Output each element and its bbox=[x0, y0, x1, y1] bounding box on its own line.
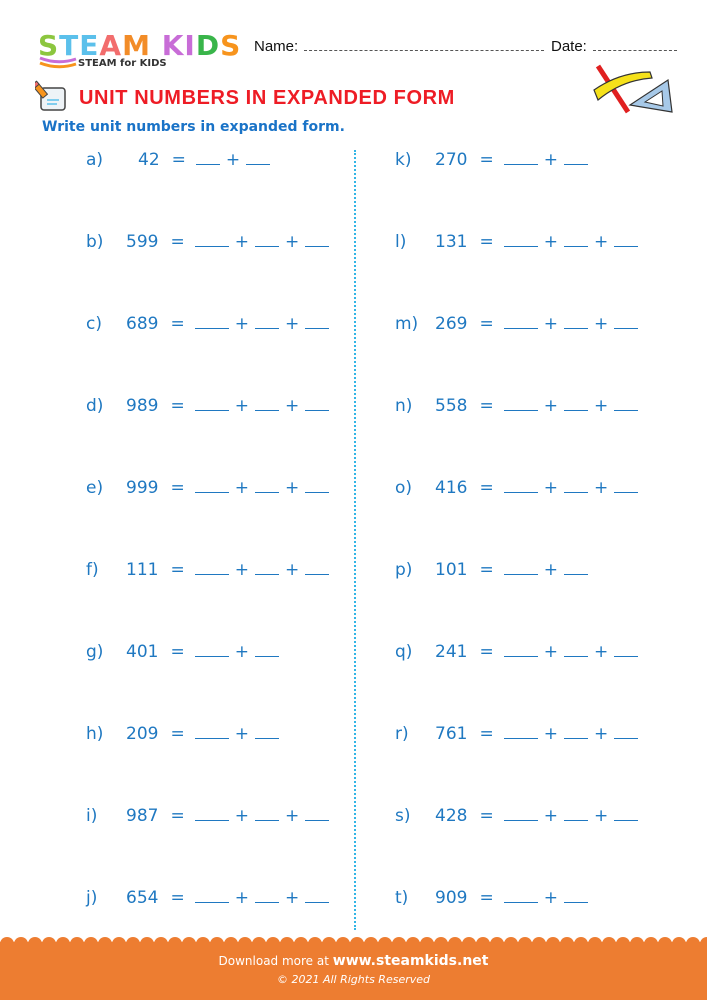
plus-sign: + bbox=[234, 806, 249, 826]
plus-sign: + bbox=[543, 560, 558, 580]
problem-label: r) bbox=[395, 724, 409, 744]
problem-number: 270 bbox=[435, 150, 468, 170]
logo-letter: S bbox=[38, 29, 60, 62]
problem-label: e) bbox=[86, 478, 104, 498]
plus-sign: + bbox=[543, 232, 558, 252]
problem-label: n) bbox=[395, 396, 413, 416]
name-field[interactable] bbox=[254, 38, 544, 55]
answer-blank[interactable] bbox=[196, 150, 220, 165]
plus-sign: + bbox=[543, 806, 558, 826]
problem-label: p) bbox=[395, 560, 413, 580]
problem-number: 987 bbox=[126, 806, 159, 826]
footer-download bbox=[0, 953, 707, 969]
problem-row bbox=[86, 478, 335, 498]
answer-blank[interactable] bbox=[255, 314, 279, 329]
problem-label: s) bbox=[395, 806, 411, 826]
ruler-triangle-pencil-icon bbox=[590, 60, 675, 120]
answer-blank[interactable] bbox=[614, 642, 638, 657]
equals-sign: = bbox=[170, 232, 185, 252]
logo-letter: I bbox=[184, 29, 196, 62]
plus-sign: + bbox=[234, 888, 249, 908]
problem-number: 42 bbox=[138, 150, 160, 170]
equals-sign: = bbox=[479, 232, 494, 252]
problem-number: 558 bbox=[435, 396, 468, 416]
steam-kids-logo bbox=[38, 29, 242, 69]
plus-sign: + bbox=[543, 478, 558, 498]
problem-row bbox=[395, 560, 594, 580]
logo-letter: A bbox=[99, 29, 123, 62]
logo-letter: E bbox=[79, 29, 100, 62]
logo-letter: S bbox=[220, 29, 242, 62]
problem-row bbox=[86, 724, 285, 744]
problem-label: a) bbox=[86, 150, 104, 170]
answer-blank[interactable] bbox=[255, 396, 279, 411]
equals-sign: = bbox=[479, 314, 494, 334]
answer-blank[interactable] bbox=[504, 642, 538, 657]
problem-row bbox=[86, 150, 276, 170]
problem-label: g) bbox=[86, 642, 104, 662]
plus-sign: + bbox=[593, 724, 609, 744]
plus-sign: + bbox=[593, 806, 609, 826]
equals-sign: = bbox=[170, 724, 185, 744]
answer-blank[interactable] bbox=[305, 478, 329, 493]
problem-row bbox=[395, 396, 644, 416]
problem-label: h) bbox=[86, 724, 104, 744]
plus-sign: + bbox=[543, 396, 558, 416]
answer-blank[interactable] bbox=[614, 724, 638, 739]
plus-sign: + bbox=[543, 888, 558, 908]
answer-blank[interactable] bbox=[195, 314, 229, 329]
plus-sign: + bbox=[543, 642, 558, 662]
answer-blank[interactable] bbox=[195, 806, 229, 821]
plus-sign: + bbox=[234, 642, 249, 662]
answer-blank[interactable] bbox=[305, 560, 329, 575]
answer-blank[interactable] bbox=[255, 724, 279, 739]
problem-number: 131 bbox=[435, 232, 468, 252]
equals-sign: = bbox=[479, 150, 494, 170]
plus-sign: + bbox=[234, 314, 249, 334]
problem-row bbox=[395, 232, 644, 252]
problem-row bbox=[86, 642, 285, 662]
problem-number: 209 bbox=[126, 724, 159, 744]
answer-blank[interactable] bbox=[504, 724, 538, 739]
problem-number: 269 bbox=[435, 314, 468, 334]
answer-blank[interactable] bbox=[564, 888, 588, 903]
problem-row bbox=[86, 560, 335, 580]
plus-sign: + bbox=[284, 806, 300, 826]
logo-letter: T bbox=[59, 29, 80, 62]
problem-label: c) bbox=[86, 314, 102, 334]
problem-number: 989 bbox=[126, 396, 159, 416]
answer-blank[interactable] bbox=[305, 314, 329, 329]
answer-blank[interactable] bbox=[305, 888, 329, 903]
problem-number: 401 bbox=[126, 642, 159, 662]
plus-sign: + bbox=[593, 314, 609, 334]
plus-sign: + bbox=[284, 314, 300, 334]
name-label: Name: bbox=[254, 38, 299, 55]
plus-sign: + bbox=[225, 150, 241, 170]
equals-sign: = bbox=[479, 478, 494, 498]
problem-row bbox=[395, 642, 644, 662]
answer-blank[interactable] bbox=[255, 888, 279, 903]
date-label: Date: bbox=[551, 38, 587, 55]
problem-label: d) bbox=[86, 396, 104, 416]
answer-blank[interactable] bbox=[564, 478, 588, 493]
equals-sign: = bbox=[171, 150, 186, 170]
plus-sign: + bbox=[284, 396, 300, 416]
equals-sign: = bbox=[479, 642, 494, 662]
answer-blank[interactable] bbox=[305, 232, 329, 247]
answer-blank[interactable] bbox=[504, 396, 538, 411]
logo-letter: D bbox=[195, 29, 221, 62]
answer-blank[interactable] bbox=[195, 396, 229, 411]
problem-number: 689 bbox=[126, 314, 159, 334]
answer-blank[interactable] bbox=[504, 314, 538, 329]
equals-sign: = bbox=[479, 806, 494, 826]
answer-blank[interactable] bbox=[504, 478, 538, 493]
problem-row bbox=[395, 888, 594, 908]
problem-label: j) bbox=[86, 888, 98, 908]
problem-number: 111 bbox=[126, 560, 159, 580]
equals-sign: = bbox=[479, 724, 494, 744]
answer-blank[interactable] bbox=[564, 396, 588, 411]
plus-sign: + bbox=[593, 232, 609, 252]
answer-blank[interactable] bbox=[504, 560, 538, 575]
problem-number: 909 bbox=[435, 888, 468, 908]
problem-label: i) bbox=[86, 806, 98, 826]
problem-row bbox=[86, 806, 335, 826]
answer-blank[interactable] bbox=[504, 806, 538, 821]
problem-row bbox=[86, 314, 335, 334]
answer-blank[interactable] bbox=[564, 642, 588, 657]
plus-sign: + bbox=[284, 560, 300, 580]
answer-blank[interactable] bbox=[195, 642, 229, 657]
equals-sign: = bbox=[170, 888, 185, 908]
answer-blank[interactable] bbox=[255, 478, 279, 493]
answer-blank[interactable] bbox=[255, 232, 279, 247]
answer-blank[interactable] bbox=[614, 396, 638, 411]
plus-sign: + bbox=[234, 232, 249, 252]
problem-number: 999 bbox=[126, 478, 159, 498]
plus-sign: + bbox=[593, 478, 609, 498]
equals-sign: = bbox=[479, 888, 494, 908]
problem-label: k) bbox=[395, 150, 412, 170]
answer-blank[interactable] bbox=[564, 560, 588, 575]
plus-sign: + bbox=[284, 478, 300, 498]
problem-number: 416 bbox=[435, 478, 468, 498]
plus-sign: + bbox=[593, 396, 609, 416]
plus-sign: + bbox=[234, 724, 249, 744]
problem-label: o) bbox=[395, 478, 413, 498]
plus-sign: + bbox=[234, 396, 249, 416]
problem-number: 654 bbox=[126, 888, 159, 908]
equals-sign: = bbox=[170, 478, 185, 498]
problem-number: 241 bbox=[435, 642, 468, 662]
problem-number: 428 bbox=[435, 806, 468, 826]
answer-blank[interactable] bbox=[255, 642, 279, 657]
answer-blank[interactable] bbox=[614, 314, 638, 329]
problem-row bbox=[86, 888, 335, 908]
plus-sign: + bbox=[593, 642, 609, 662]
answer-blank[interactable] bbox=[614, 232, 638, 247]
logo-tagline: STEAM for KIDS bbox=[78, 58, 167, 69]
logo-swoosh-icon bbox=[38, 55, 78, 69]
worksheet-title: UNIT NUMBERS IN EXPANDED FORM bbox=[79, 87, 455, 109]
plus-sign: + bbox=[543, 150, 558, 170]
pencil-scroll-icon bbox=[35, 80, 71, 114]
equals-sign: = bbox=[170, 806, 185, 826]
problem-row bbox=[86, 232, 335, 252]
answer-blank[interactable] bbox=[195, 232, 229, 247]
logo-letter: M bbox=[122, 29, 151, 62]
name-input-line[interactable] bbox=[304, 38, 544, 51]
date-field[interactable] bbox=[551, 38, 677, 55]
footer-copyright: © 2021 All Rights Reserved bbox=[276, 973, 430, 986]
problem-row bbox=[86, 396, 335, 416]
problem-label: b) bbox=[86, 232, 104, 252]
answer-blank[interactable] bbox=[504, 150, 538, 165]
answer-blank[interactable] bbox=[195, 888, 229, 903]
problem-label: f) bbox=[86, 560, 99, 580]
plus-sign: + bbox=[543, 724, 558, 744]
problem-row bbox=[395, 724, 644, 744]
answer-blank[interactable] bbox=[564, 150, 588, 165]
problem-number: 761 bbox=[435, 724, 468, 744]
problem-row bbox=[395, 478, 644, 498]
footer-download-text: Download more at bbox=[218, 954, 329, 968]
answer-blank[interactable] bbox=[246, 150, 270, 165]
answer-blank[interactable] bbox=[564, 314, 588, 329]
problem-row bbox=[395, 806, 644, 826]
problem-label: l) bbox=[395, 232, 407, 252]
answer-blank[interactable] bbox=[195, 478, 229, 493]
logo-letter bbox=[151, 31, 162, 61]
plus-sign: + bbox=[284, 888, 300, 908]
worksheet-instruction: Write unit numbers in expanded form. bbox=[42, 119, 345, 135]
answer-blank[interactable] bbox=[504, 888, 538, 903]
answer-blank[interactable] bbox=[504, 232, 538, 247]
plus-sign: + bbox=[543, 314, 558, 334]
footer-url-link[interactable]: www.steamkids.net bbox=[332, 953, 489, 969]
equals-sign: = bbox=[479, 396, 494, 416]
answer-blank[interactable] bbox=[564, 806, 588, 821]
equals-sign: = bbox=[170, 560, 185, 580]
answer-blank[interactable] bbox=[255, 560, 279, 575]
equals-sign: = bbox=[170, 642, 185, 662]
problem-row bbox=[395, 314, 644, 334]
plus-sign: + bbox=[234, 478, 249, 498]
problem-label: m) bbox=[395, 314, 419, 334]
problem-label: q) bbox=[395, 642, 413, 662]
answer-blank[interactable] bbox=[255, 806, 279, 821]
footer bbox=[0, 942, 707, 1000]
column-divider bbox=[354, 150, 356, 930]
answer-blank[interactable] bbox=[614, 806, 638, 821]
problem-label: t) bbox=[395, 888, 409, 908]
answer-blank[interactable] bbox=[305, 806, 329, 821]
answer-blank[interactable] bbox=[564, 232, 588, 247]
logo-letter: K bbox=[161, 29, 185, 62]
equals-sign: = bbox=[170, 314, 185, 334]
plus-sign: + bbox=[284, 232, 300, 252]
answer-blank[interactable] bbox=[195, 724, 229, 739]
answer-blank[interactable] bbox=[564, 724, 588, 739]
plus-sign: + bbox=[234, 560, 249, 580]
answer-blank[interactable] bbox=[614, 478, 638, 493]
problem-row bbox=[395, 150, 594, 170]
answer-blank[interactable] bbox=[305, 396, 329, 411]
problem-number: 101 bbox=[435, 560, 468, 580]
equals-sign: = bbox=[479, 560, 494, 580]
date-input-line[interactable] bbox=[593, 38, 677, 51]
equals-sign: = bbox=[170, 396, 185, 416]
answer-blank[interactable] bbox=[195, 560, 229, 575]
problem-number: 599 bbox=[126, 232, 159, 252]
